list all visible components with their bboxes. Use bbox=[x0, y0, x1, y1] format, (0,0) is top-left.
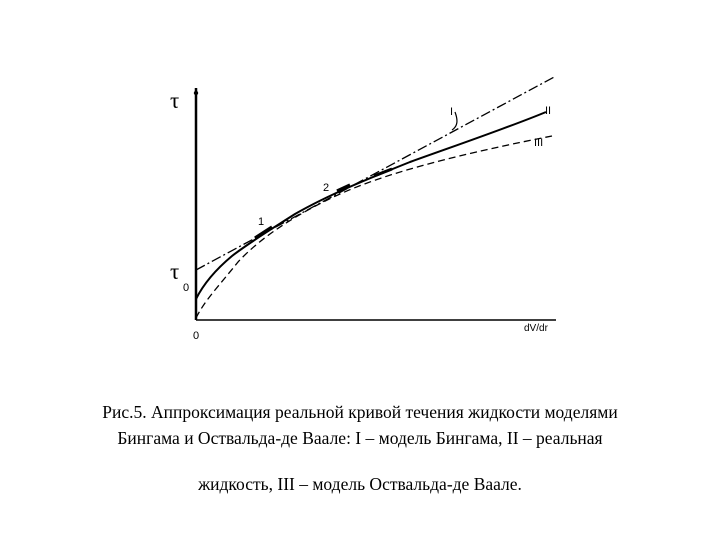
curve-I-bingham bbox=[196, 76, 556, 270]
origin-label: 0 bbox=[193, 330, 200, 342]
point-label-2: 2 bbox=[323, 182, 330, 194]
curve-label-III: III bbox=[534, 137, 544, 149]
y-axis-tip bbox=[194, 91, 198, 95]
y-axis-label: τ bbox=[170, 88, 180, 113]
figure-caption-line-2: Бингама и Оствальда-де Ваале: I – модель Бингама, II – реальная bbox=[117, 428, 603, 448]
curve-label-II: II bbox=[545, 105, 552, 117]
curve-II-real bbox=[196, 112, 546, 299]
tau0-subscript: 0 bbox=[183, 282, 190, 294]
figure-caption-line-1: Рис.5. Аппроксимация реальной кривой течения жидкости моделями bbox=[102, 402, 618, 422]
point-1-marker bbox=[255, 227, 272, 238]
figure-caption-line-3: жидкость, III – модель Оствальда-де Ваале. bbox=[198, 474, 522, 494]
tau0-label: τ bbox=[170, 259, 180, 284]
point-label-1: 1 bbox=[258, 216, 265, 228]
curve-label-I: I bbox=[450, 106, 454, 118]
curve-III-ostwald bbox=[196, 136, 552, 318]
x-axis-label: dV/dr bbox=[524, 323, 548, 334]
